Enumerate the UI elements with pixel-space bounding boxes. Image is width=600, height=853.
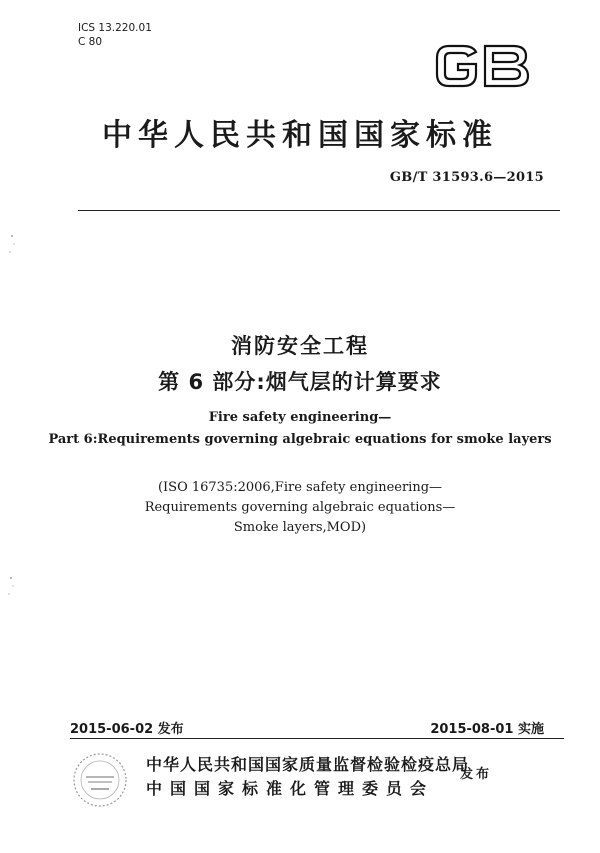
- iso-reference-line1: (ISO 16735:2006,Fire safety engineering—: [157, 480, 443, 495]
- publish-date: 2015-06-02 发布: [70, 722, 184, 737]
- ics-code: ICS 13.220.01: [78, 22, 152, 34]
- cn-title-line2: 第 6 部分:烟气层的计算要求: [158, 370, 442, 394]
- implement-date: 2015-08-01 实施: [430, 722, 544, 737]
- en-title-line2: Part 6:Requirements governing algebraic equations for smoke layers: [48, 432, 552, 447]
- ccs-code: C 80: [78, 36, 103, 48]
- cn-title-line1: 消防安全工程: [231, 334, 369, 358]
- header-divider: [78, 210, 560, 211]
- standard-title: 中华人民共和国国家标准: [102, 118, 498, 153]
- anti-counterfeit-seal-icon: [72, 752, 128, 808]
- issue-label: 发布: [460, 767, 493, 782]
- issuer-line1: 中华人民共和国国家质量监督检验检疫总局: [146, 755, 470, 774]
- footer-divider: [70, 738, 564, 739]
- iso-reference-line2: Requirements governing algebraic equations—: [144, 500, 456, 515]
- iso-reference-line3: Smoke layers,MOD): [233, 520, 367, 535]
- gb-logo: [433, 42, 531, 90]
- en-title-line1: Fire safety engineering—: [208, 410, 392, 425]
- issuer-line2: 中国国家标准化管理委员会: [146, 779, 435, 798]
- standard-number: GB/T 31593.6—2015: [389, 170, 544, 185]
